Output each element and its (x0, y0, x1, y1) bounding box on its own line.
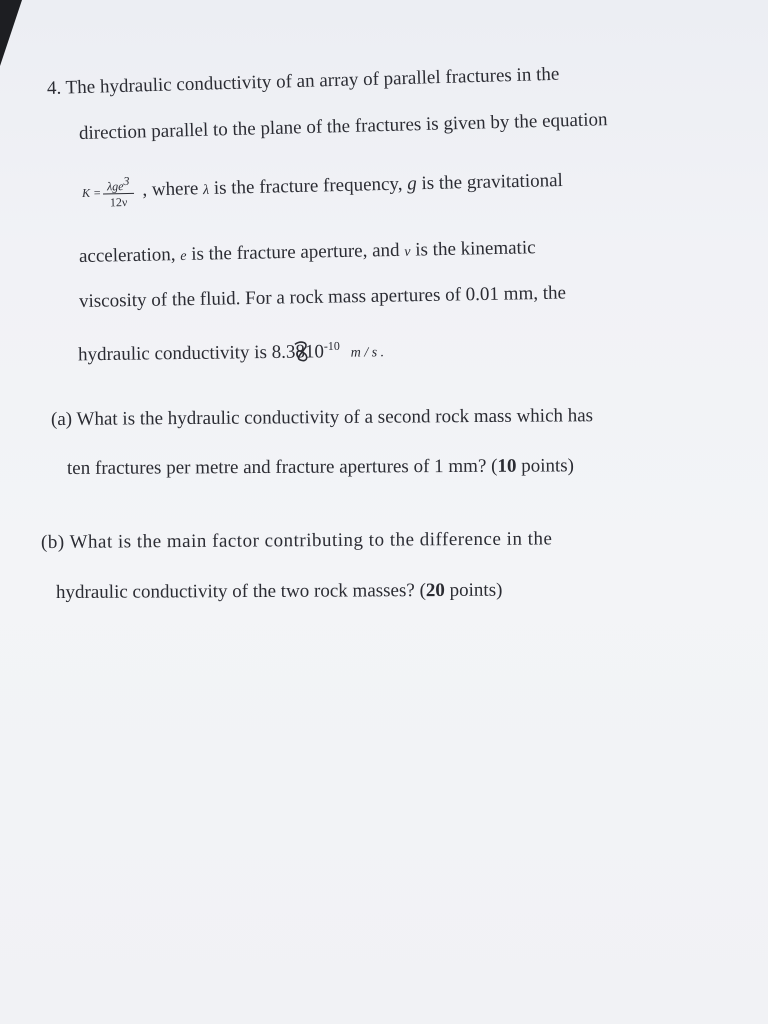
formula-denominator: 12ν (109, 194, 128, 210)
part-a-points-suffix: points) (516, 455, 575, 477)
aperture-text: is the fracture aperture, and (191, 239, 400, 265)
unit-text: m / s . (350, 345, 385, 361)
power-exponent: -10 (323, 338, 340, 353)
question-line-5: viscosity of the fluid. For a rock mass apertures of 0.01 mm, the (78, 282, 567, 312)
formula-lhs: K = (81, 185, 102, 200)
symbol-nu: ν (404, 244, 411, 260)
symbol-lambda: λ (202, 182, 210, 199)
question-line-6 (78, 339, 384, 364)
part-a-text: ten fractures per metre and fracture apertures of 1 mm? ( (66, 455, 498, 479)
part-b-points: 20 (425, 579, 445, 602)
part-b-text: hydraulic conductivity of the two rock masses? ( (55, 580, 426, 603)
part-b-line-1: (b) What is the main factor contributing to the difference in the (40, 528, 553, 553)
where-text: , where (142, 178, 199, 201)
scribbled-digit-text: 8 (295, 341, 306, 363)
question-line-1: 4. The hydraulic conductivity of an array of parallel fractures in the (46, 63, 560, 99)
part-a-line-1: (a) What is the hydraulic conductivity of a second rock mass which has (50, 405, 594, 430)
part-a-line-2 (67, 456, 574, 478)
formula-fraction (103, 175, 134, 209)
scribbled-digit (295, 343, 305, 362)
conductivity-formula (82, 175, 134, 209)
power-base: 10 (304, 341, 325, 363)
part-b-line-2 (56, 581, 502, 602)
formula-numerator-exponent: 3 (123, 173, 130, 189)
pen-scribble-icon (293, 340, 311, 362)
part-b-points-suffix: points) (444, 579, 503, 601)
kinematic-text: is the kinematic (415, 237, 536, 261)
conductivity-value-text: hydraulic conductivity is 8.3 (77, 341, 296, 366)
acceleration-text: acceleration, (78, 244, 176, 267)
formula-numerator-text: λge (106, 179, 124, 194)
symbol-g: g (406, 173, 417, 195)
question-line-4 (79, 238, 536, 266)
gravitational-text: is the gravitational (421, 169, 564, 195)
photo-corner-shadow (0, 0, 22, 66)
question-line-3 (82, 165, 564, 209)
symbol-e: e (180, 248, 187, 265)
fracture-frequency-text: is the fracture frequency, (213, 173, 403, 199)
formula-numerator (103, 175, 134, 195)
question-line-2: direction parallel to the plane of the fractures is given by the equation (78, 109, 608, 144)
part-a-points: 10 (497, 455, 517, 477)
